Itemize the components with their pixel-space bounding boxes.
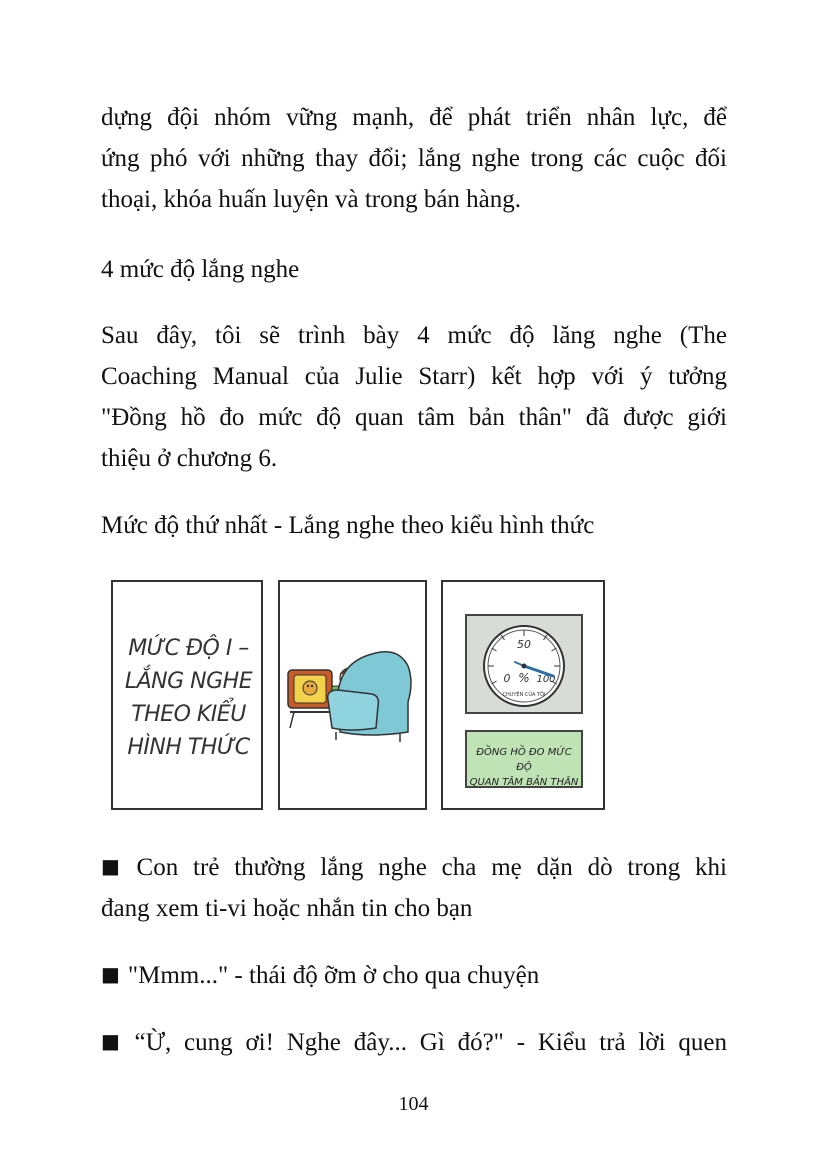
text-line: đang xem ti-vi hoặc nhắn tin cho bạn	[101, 895, 473, 922]
gauge-label-line: ĐỒNG HỒ ĐO MỨC ĐỘ	[476, 747, 572, 773]
comic-title-line: THEO KIỂU	[131, 702, 246, 727]
gauge-right-label: 100	[536, 674, 556, 685]
bullet-item	[101, 1021, 727, 1063]
comic-title-line: LẮNG NGHE	[124, 669, 253, 694]
intro-paragraph	[101, 97, 727, 220]
comic-title-text	[121, 632, 256, 764]
text-line: Sau đây, tôi sẽ trình bày 4 mức độ lăng nghe (The	[101, 322, 727, 349]
gauge-left-label: 0	[503, 672, 511, 685]
comic-panel-title	[111, 580, 263, 810]
tv-watching-illustration	[280, 582, 425, 808]
level-heading: Mức độ thứ nhất - Lắng nghe theo kiểu hình thức	[101, 512, 595, 539]
gauge-label	[465, 730, 583, 788]
text-line: Coaching Manual của Julie Starr) kết hợp với ý tưởng	[101, 363, 727, 390]
text-line: ứng phó với những thay đổi; lắng nghe trong các cuộc đối	[101, 145, 727, 172]
bullet-text: “Ừ, cung ơi! Nghe đây... Gì đó?" - Kiểu trả lời quen	[134, 1029, 727, 1056]
bullet-text: Con trẻ thường lắng nghe cha mẹ dặn dò trong khi	[136, 854, 727, 881]
gauge-unit-label: %	[518, 671, 530, 685]
bullet-item	[101, 846, 727, 929]
bullet-square-icon: ■	[101, 962, 120, 986]
text-line	[101, 954, 727, 996]
gauge-top-label: 50	[517, 638, 531, 651]
comic-panel-tv	[278, 580, 427, 810]
text-line: "Đồng hồ đo mức độ quan tâm bản thân" đã được giới	[101, 404, 727, 431]
interest-gauge	[465, 614, 583, 714]
gauge-caption: CHUYỆN CỦA TÔI	[502, 692, 546, 698]
text-line: dựng đội nhóm vững mạnh, để phát triển nhân lực, để	[101, 104, 727, 131]
comic-title-line: HÌNH THỨC	[127, 735, 250, 760]
section-heading: 4 mức độ lắng nghe	[101, 256, 300, 283]
bullet-item	[101, 954, 727, 996]
page-number: 104	[398, 1093, 429, 1115]
text-line	[101, 1021, 727, 1063]
comic-panel-gauge	[441, 580, 605, 810]
bullet-square-icon: ■	[101, 854, 129, 878]
bullet-square-icon: ■	[101, 1029, 127, 1053]
bullet-text: "Mmm..." - thái độ ỡm ờ cho qua chuyện	[127, 962, 540, 989]
comic-title-line: MỨC ĐỘ I –	[128, 636, 249, 661]
section-paragraph	[101, 315, 727, 479]
text-line	[101, 846, 727, 888]
gauge-dial-icon	[467, 616, 581, 712]
text-line: thiệu ở chương 6.	[101, 445, 278, 472]
gauge-label-line: QUAN TÂM BẢN THÂN	[469, 777, 579, 788]
armchair-icon	[328, 652, 411, 742]
text-line: thoại, khóa huấn luyện và trong bán hàng.	[101, 186, 522, 213]
